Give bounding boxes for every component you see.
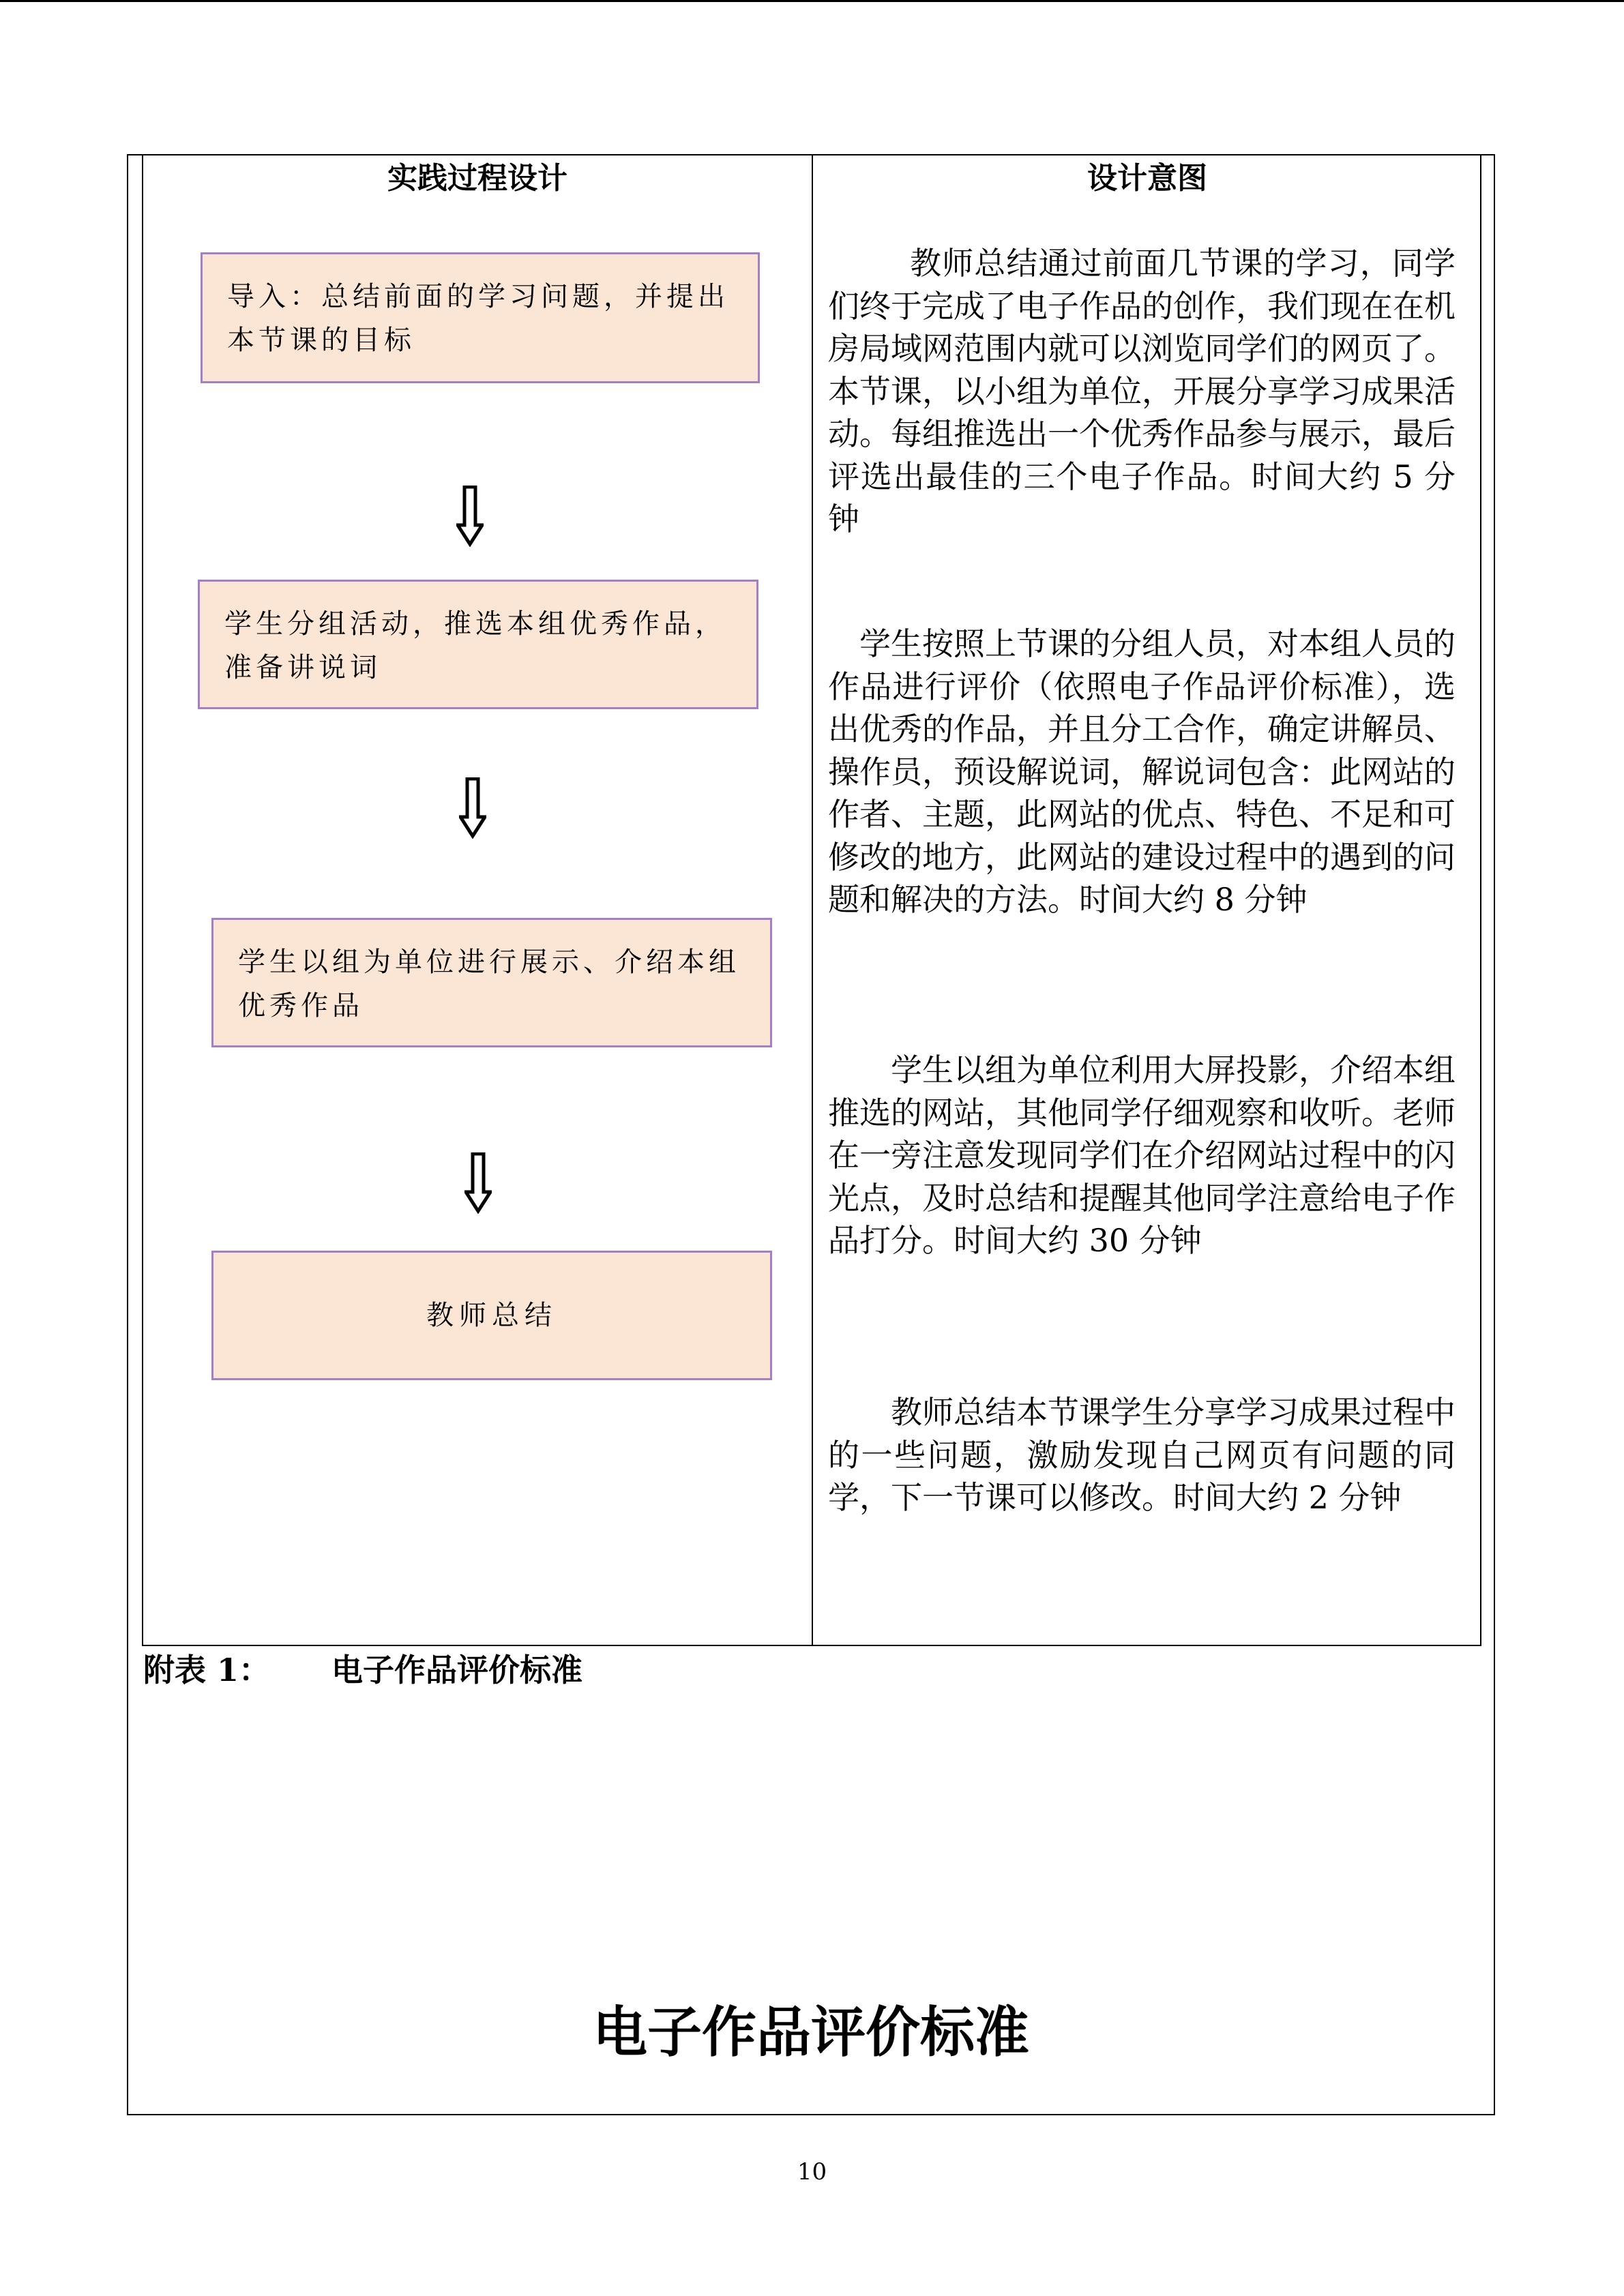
flow-step-intro: 导入：总结前面的学习问题，并提出本节课的目标	[201, 252, 760, 383]
flow-step-present: 学生以组为单位进行展示、介绍本组优秀作品	[211, 918, 772, 1047]
appendix-title: 电子作品评价标准	[331, 1652, 582, 1688]
down-arrow-icon	[459, 777, 486, 839]
intent-paragraph-3: 学生以组为单位利用大屏投影，介绍本组推选的网站，其他同学仔细观察和收听。老师在一旁注意发现同学们在介绍网站过程中的闪光点，及时总结和提醒其他同学注意给电子作品打分。时间大约 30 分钟	[828, 1052, 1456, 1259]
flow-step-teacher-summary: 教师总结	[211, 1251, 772, 1380]
section-title: 电子作品评价标准	[593, 2000, 1029, 2064]
down-arrow-icon	[456, 486, 484, 547]
col-left-header: 实践过程设计	[387, 161, 567, 196]
down-arrow-icon	[464, 1152, 492, 1214]
intent-paragraph-2: 学生按照上节课的分组人员，对本组人员的作品进行评价（依照电子作品评价标准），选出优秀的作品，并且分工合作，确定讲解员、操作员，预设解说词，解说词包含：此网站的作者、主题，此网站的优点、特色、不足和可修改的地方，此网站的建设过程中的遇到的问题和解决的方法。时间大约 8 分钟	[828, 625, 1456, 918]
top-border-line	[0, 0, 1624, 2]
intent-paragraph-1: 教师总结通过前面几节课的学习，同学们终于完成了电子作品的创作，我们现在在机房局域网范围内就可以浏览同学们的网页了。本节课，以小组为单位，开展分享学习成果活动。每组推选出一个优秀作品参与展示，最后评选出最佳的三个电子作品。时间大约 5 分钟	[828, 245, 1456, 537]
flow-step-group-activity: 学生分组活动，推选本组优秀作品，准备讲说词	[198, 580, 758, 709]
page-number: 10	[797, 2158, 827, 2186]
column-divider	[812, 154, 813, 1646]
col-right-header: 设计意图	[1087, 161, 1207, 196]
appendix-label: 附表 1：	[143, 1652, 271, 1688]
intent-paragraph-4: 教师总结本节课学生分享学习成果过程中的一些问题，激励发现自己网页有问题的同学，下一节课可以修改。时间大约 2 分钟	[828, 1394, 1456, 1516]
